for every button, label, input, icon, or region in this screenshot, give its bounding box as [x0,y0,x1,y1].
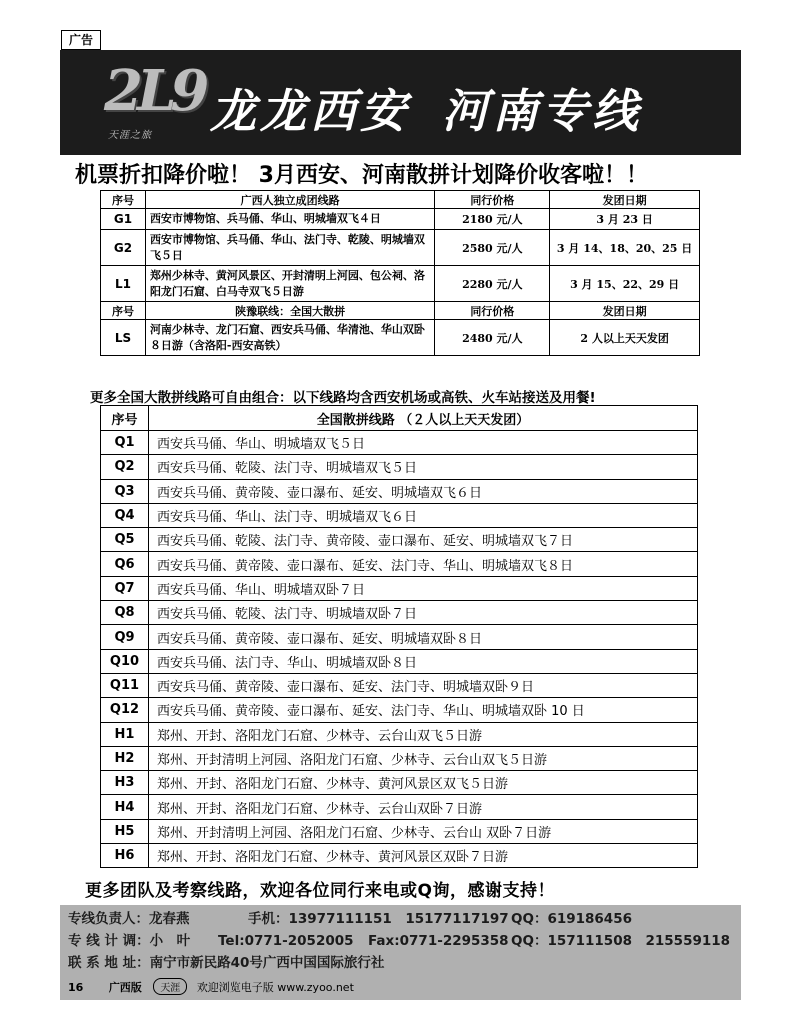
table-row [101,649,698,673]
table-row [101,455,698,479]
tour-route: 西安兵马俑、黄帝陵、壶口瀑布、延安、明城墙双飞６日 [149,479,698,503]
tour-route: 西安兵马俑、华山、法门寺、明城墙双飞６日 [149,503,698,527]
edition-label: 广西版 [108,981,142,994]
page-title [210,75,642,141]
tour-date: 3 月 15、22、29 日 [550,266,700,302]
header-route: 广西人独立成团线路 [145,191,434,209]
table-row [101,320,700,356]
header-date: 发团日期 [550,191,700,209]
table-row [101,844,698,868]
table-subheader-row [101,302,700,320]
tour-route: 西安兵马俑、黄帝陵、壶口瀑布、延安、明城墙双卧８日 [149,625,698,649]
tour-code: H4 [101,795,149,819]
table-row [101,722,698,746]
tour-price: 2180 元/人 [435,209,550,230]
table-row [101,528,698,552]
table-row [101,230,700,266]
table-row [101,552,698,576]
table-row [101,209,700,230]
page-footer [68,978,354,995]
tour-code: L1 [101,266,146,302]
header-route: 陕豫联线：全国大散拼 [145,302,434,320]
header-code: 序号 [101,406,149,431]
tour-price: 2280 元/人 [435,266,550,302]
tour-route: 西安兵马俑、华山、明城墙双卧７日 [149,576,698,600]
independent-tour-table [100,190,700,356]
tour-date: 2 人以上天天发团 [550,320,700,356]
tour-code: Q11 [101,673,149,697]
combination-note: 更多全国大散拼线路可自由组合：以下线路均含西安机场或高铁、火车站接送及用餐! [90,390,596,406]
tour-route: 郑州、开封、洛阳龙门石窟、少林寺、云台山双飞５日游 [149,722,698,746]
tour-code: Q4 [101,503,149,527]
table-row [101,771,698,795]
tour-route: 西安兵马俑、黄帝陵、壶口瀑布、延安、法门寺、华山、明城墙双飞８日 [149,552,698,576]
tour-code: Q5 [101,528,149,552]
qq-number: QQ：619186456 [511,911,632,927]
header-route: 全国散拼线路 （２人以上天天发团） [149,406,698,431]
tour-route: 西安市博物馆、兵马俑、华山、明城墙双飞４日 [145,209,434,230]
tour-code: Q8 [101,601,149,625]
group-tour-table [100,405,698,868]
brand-badge: 天涯 [153,978,187,995]
table-row [101,601,698,625]
advertisement-page [60,50,741,1000]
logo-text: 天涯之旅 [108,130,152,141]
closing-message: 更多团队及考察线路，欢迎各位同行来电或Q询，感谢支持！ [85,881,555,901]
tour-code: Q9 [101,625,149,649]
tour-code: Q10 [101,649,149,673]
tour-code: LS [101,320,146,356]
tour-route: 郑州、开封清明上河园、洛阳龙门石窟、少林寺、云台山 双卧７日游 [149,819,698,843]
mobile-numbers: 手机：13977111151 15177117197 [248,911,509,927]
tour-code: Q6 [101,552,149,576]
table-row [101,503,698,527]
tour-route: 西安兵马俑、黄帝陵、壶口瀑布、延安、法门寺、华山、明城墙双卧 10 日 [149,698,698,722]
table-row [101,576,698,600]
tour-code: H2 [101,746,149,770]
title-left: 龙龙西安 [210,84,410,138]
tour-route: 西安兵马俑、法门寺、华山、明城墙双卧８日 [149,649,698,673]
fax: Fax:0771-2295358 [368,933,509,949]
header-banner [60,50,741,155]
ad-tag: 广告 [61,30,101,50]
tour-date: 3 月 14、18、20、25 日 [550,230,700,266]
tour-code: Q3 [101,479,149,503]
table-row [101,698,698,722]
table-row [101,266,700,302]
contact-info [68,908,730,974]
website-text: 欢迎浏览电子版 www.zyoo.net [196,981,354,994]
tour-code: H3 [101,771,149,795]
tour-route: 郑州、开封清明上河园、洛阳龙门石窟、少林寺、云台山双飞５日游 [149,746,698,770]
tour-route: 郑州、开封、洛阳龙门石窟、少林寺、云台山双卧７日游 [149,795,698,819]
qq-numbers: QQ：157111508 215559118 [511,933,731,949]
tour-code: G2 [101,230,146,266]
tour-route: 郑州、开封、洛阳龙门石窟、少林寺、黄河风景区双卧７日游 [149,844,698,868]
table-row [101,431,698,455]
table-row [101,479,698,503]
tour-date: 3 月 23 日 [550,209,700,230]
tour-route: 西安兵马俑、乾陵、法门寺、明城墙双卧７日 [149,601,698,625]
table-header-row [101,406,698,431]
tour-route: 河南少林寺、龙门石窟、西安兵马俑、华清池、华山双卧８日游（含洛阳-西安高铁） [145,320,434,356]
table-header-row [101,191,700,209]
tour-code: Q1 [101,431,149,455]
header-code: 序号 [101,302,146,320]
promo-headline: 机票折扣降价啦！ 3月西安、河南散拼计划降价收客啦！！ [75,163,648,188]
tour-code: Q7 [101,576,149,600]
contact-row-planner [68,930,730,952]
tour-code: H1 [101,722,149,746]
tour-code: G1 [101,209,146,230]
logo-mark: 2L9 [104,58,204,124]
brand-logo [100,58,204,148]
table-row [101,746,698,770]
tour-route: 西安市博物馆、兵马俑、华山、法门寺、乾陵、明城墙双飞５日 [145,230,434,266]
tour-price: 2480 元/人 [435,320,550,356]
table-row [101,625,698,649]
page-number: 16 [68,981,84,994]
tour-route: 西安兵马俑、黄帝陵、壶口瀑布、延安、法门寺、明城墙双卧９日 [149,673,698,697]
contact-row-manager [68,908,730,930]
tour-route: 西安兵马俑、乾陵、法门寺、黄帝陵、壶口瀑布、延安、明城墙双飞７日 [149,528,698,552]
header-price: 同行价格 [435,302,550,320]
tour-route: 西安兵马俑、乾陵、法门寺、明城墙双飞５日 [149,455,698,479]
tour-route: 郑州少林寺、黄河风景区、开封清明上河园、包公祠、洛阳龙门石窟、白马寺双飞５日游 [145,266,434,302]
telephone: Tel:0771-2052005 [218,933,354,949]
tour-code: H6 [101,844,149,868]
tour-code: Q12 [101,698,149,722]
title-right: 河南专线 [442,84,642,138]
manager-name: 专线负责人：龙春燕 [68,911,190,927]
header-code: 序号 [101,191,146,209]
header-price: 同行价格 [435,191,550,209]
tour-route: 郑州、开封、洛阳龙门石窟、少林寺、黄河风景区双飞５日游 [149,771,698,795]
table-row [101,795,698,819]
address: 联 系 地 址：南宁市新民路40号广西中国国际旅行社 [68,955,385,971]
tour-code: Q2 [101,455,149,479]
planner-name: 专 线 计 调：小 叶 [68,933,191,949]
table-row [101,819,698,843]
tour-code: H5 [101,819,149,843]
tour-price: 2580 元/人 [435,230,550,266]
tour-route: 西安兵马俑、华山、明城墙双飞５日 [149,431,698,455]
contact-row-address [68,952,730,974]
table-row [101,673,698,697]
header-date: 发团日期 [550,302,700,320]
